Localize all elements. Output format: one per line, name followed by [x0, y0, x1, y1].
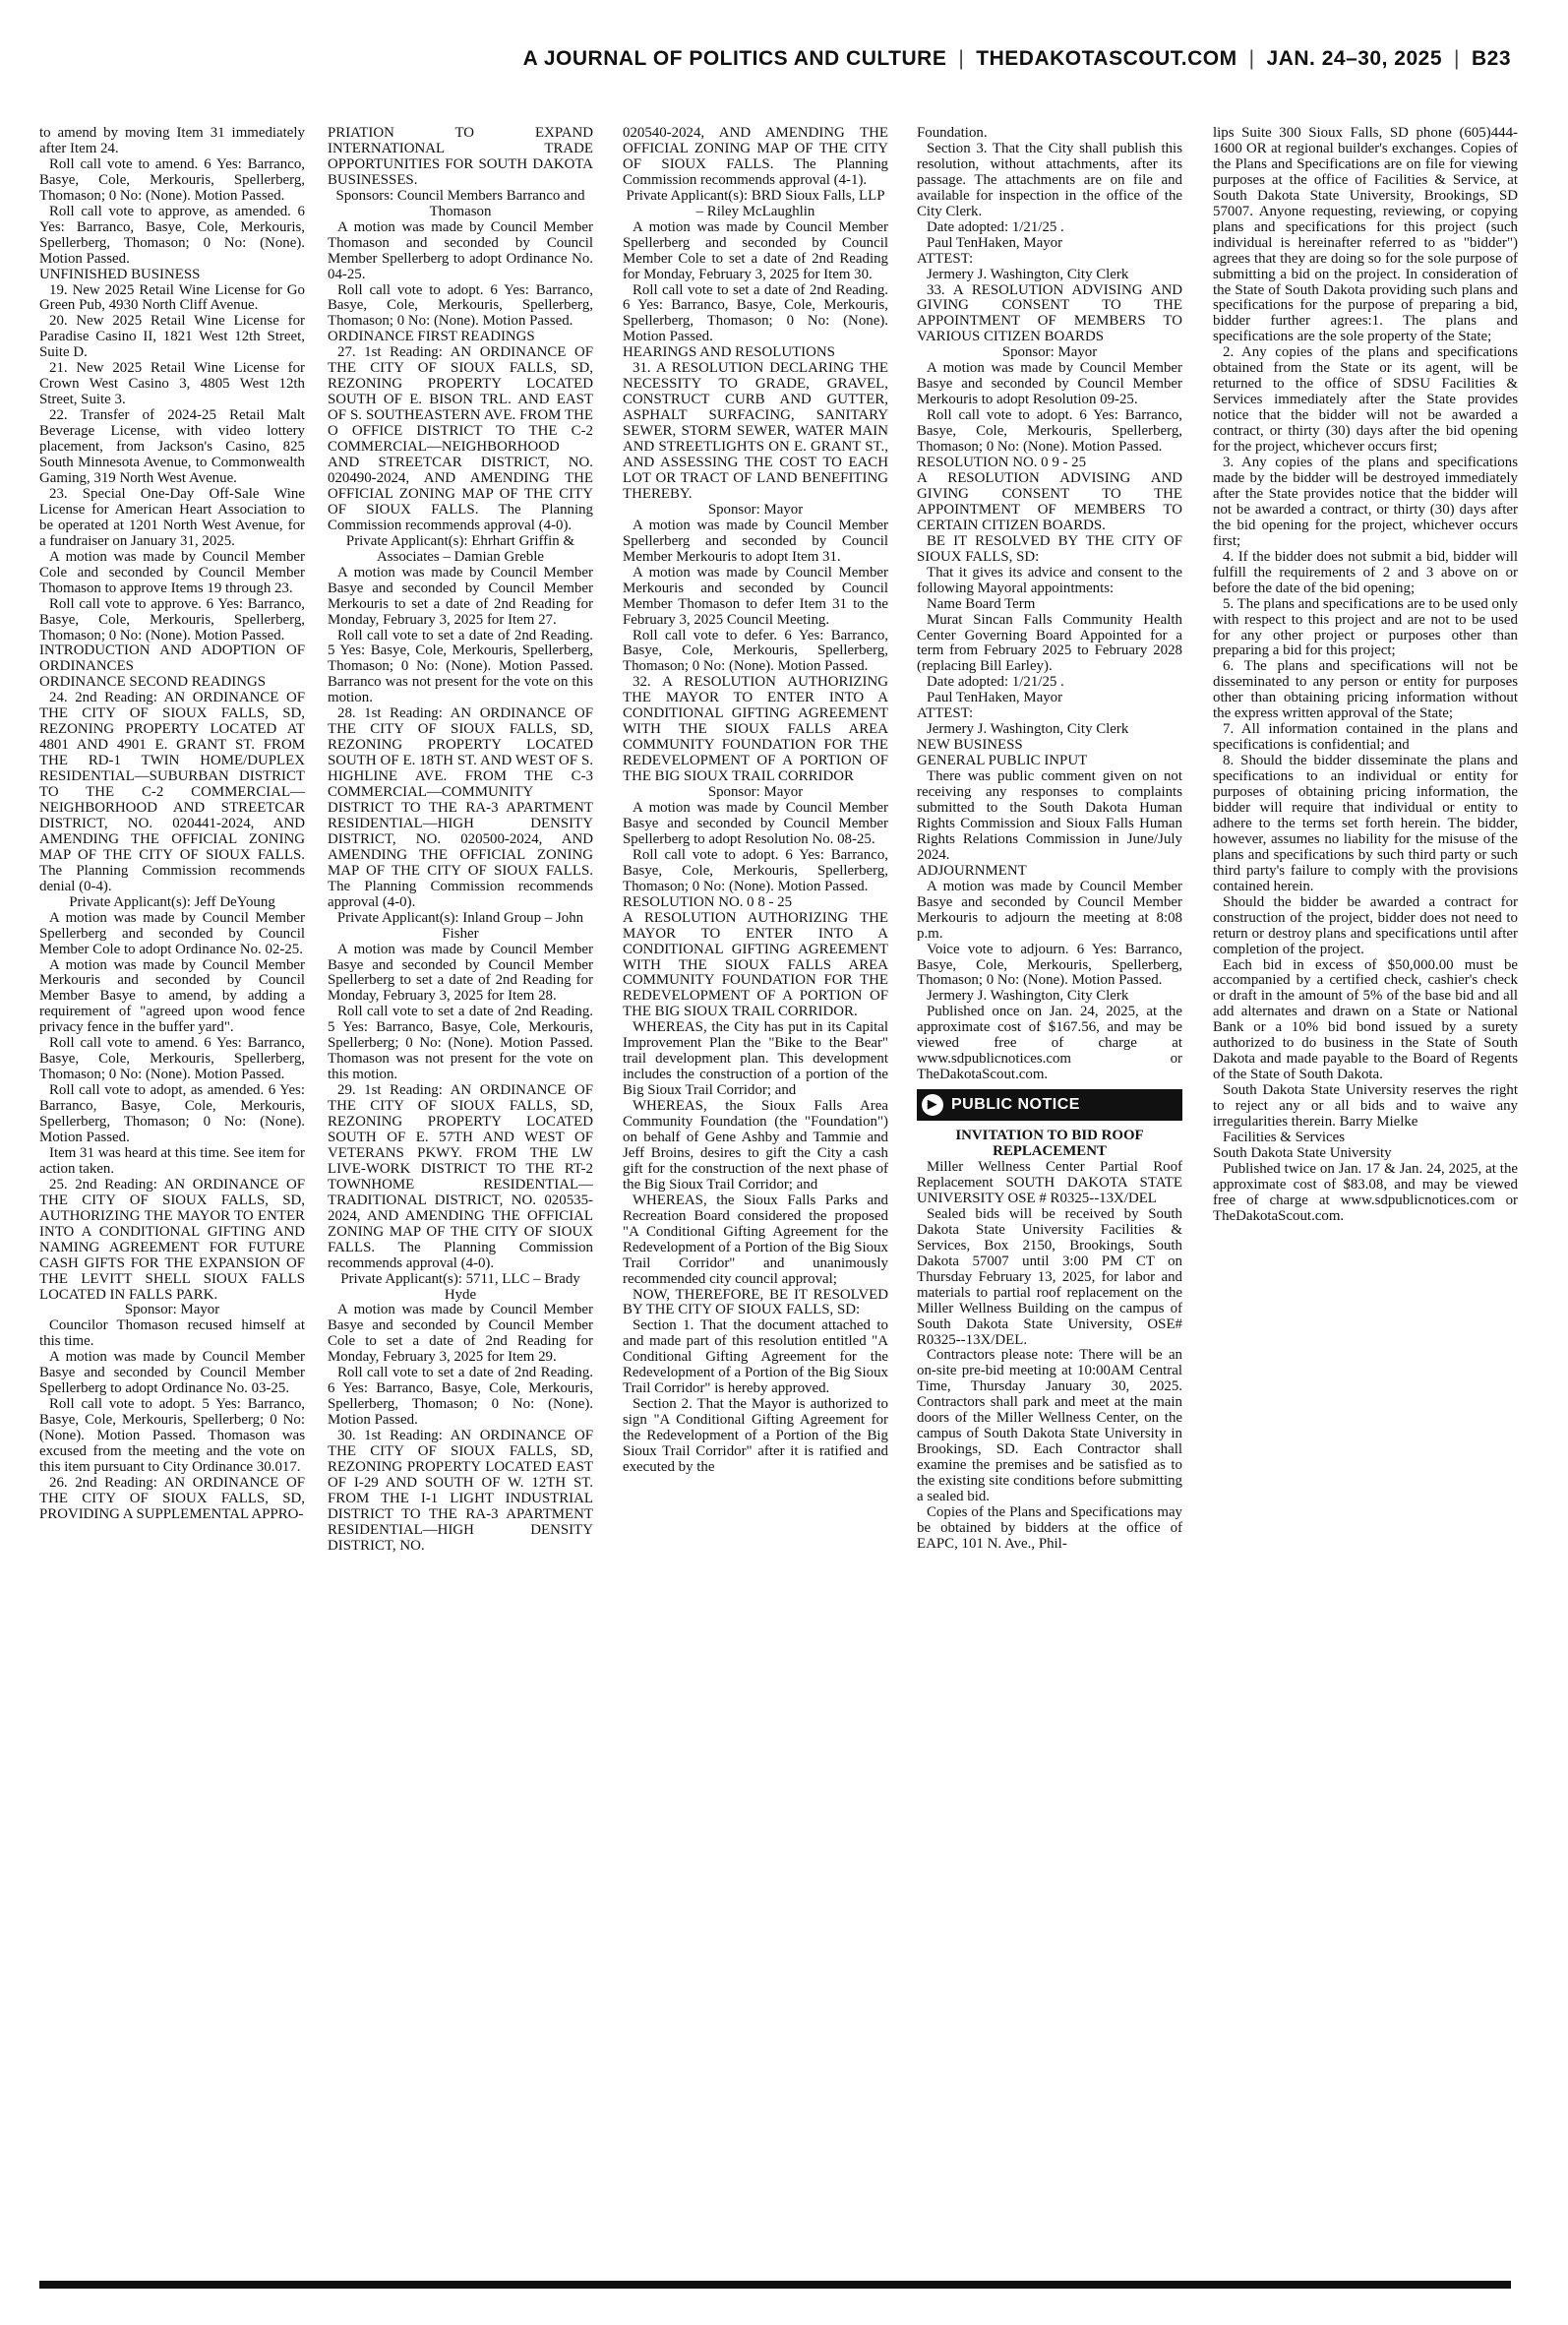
paragraph: Name Board Term	[927, 595, 1036, 612]
paragraph: Murat Sincan Falls Community Health Center Governing Board Appointed for a term from February 2025 to February 2028 (replacing Bill Earley).	[917, 611, 1182, 675]
text-column-4	[917, 126, 1182, 2269]
paragraph: Private Applicant(s): 5711, LLC – Brady Hyde	[340, 1270, 580, 1303]
paragraph: 26. 2nd Reading: AN ORDINANCE OF THE CITY OF SIOUX FALLS, SD, PROVIDING A SUPPLEMENTAL APPRO-	[39, 1474, 305, 1522]
paragraph: Jermery J. Washington, City Clerk	[927, 721, 1129, 738]
journal-tagline: A JOURNAL OF POLITICS AND CULTURE	[522, 47, 947, 70]
paragraph: A motion was made by Council Member Thomason and seconded by Council Member Spellerberg to adopt Ordinance No. 04-25.	[328, 218, 593, 282]
paragraph: 4. If the bidder does not submit a bid, bidder will fulfill the requirements of 2 and 3 above on or before the date of the bid opening;	[1213, 548, 1518, 596]
paragraph: 20. New 2025 Retail Wine License for Paradise Casino II, 1821 West 12th Street, Suite D.	[39, 313, 305, 361]
paragraph: Sealed bids will be received by South Dakota State University Facilities & Services, Box 2150, Brookings, South Dakota 57007 until 3:00 PM CT on Thursday February 13, 2025, for labor and materials to partial roof replacement on the Miller Wellness Building on the campus of South Dakota State University, OSE# R0325--13X/DEL.	[917, 1205, 1182, 1348]
paragraph: 2. Any copies of the plans and specifications obtained from the State or its agent, will be returned to the office of SDSU Facilities & Services immediately after the State provides notice that the bidder will not be awarded a contract, or thirty (30) days after the bid opening for the project, whichever occurs first;	[1213, 344, 1518, 456]
paragraph: UNFINISHED BUSINESS	[39, 266, 201, 282]
text-column-1	[39, 126, 305, 2269]
paragraph: 25. 2nd Reading: AN ORDINANCE OF THE CITY OF SIOUX FALLS, SD, AUTHORIZING THE MAYOR TO ENTER INTO A CONDITIONAL GIFTING AND NAMING AGREEMENT FOR FUTURE CASH GIFTS FOR THE EXPANSION OF THE LEVITT SHELL SIOUX FALLS LOCATED IN FALLS PARK.	[39, 1176, 305, 1303]
paragraph: Roll call vote to set a date of 2nd Reading. 5 Yes: Basye, Cole, Merkouris, Spellerberg, Thomason; 0 No: (None). Motion Passed. Barranco was not present for the vote on this motion.	[328, 627, 593, 706]
paragraph: Paul TenHaken, Mayor	[927, 690, 1063, 706]
paragraph: 27. 1st Reading: AN ORDINANCE OF THE CITY OF SIOUX FALLS, SD, REZONING PROPERTY LOCATED SOUTH OF E. BISON TRL. AND EAST OF S. SOUTHEASTERN AVE. FROM THE O OFFICE DISTRICT TO THE C-2 COMMERCIAL—NEIGHBORHOOD AND STREETCAR DISTRICT, NO. 020490-2024, AND AMENDING THE OFFICIAL ZONING MAP OF THE CITY OF SIOUX FALLS. The Planning Commission recommends approval (4-0).	[328, 344, 593, 533]
paragraph: 3. Any copies of the plans and specifications made by the bidder will be destroyed immediately after the State provides notice that the bidder will not be awarded a contract, or thirty (30) days after the bid opening for the project, whichever occurs first;	[1213, 455, 1518, 549]
paragraph: lips Suite 300 Sioux Falls, SD phone (605)444-1600 OR at regional builder's exchanges. Copies of the Plans and Specifications are on file for viewing purposes at the office of Facilities & Service, at South Dakota State University, Brookings, SD 57007. Anyone requesting, reviewing, or copying plans and specifications for this project (such individual is hereinafter referred to as "bidder") agrees that they are doing so for the sole purpose of submitting a bid on the project. In consideration of the State of South Dakota providing such plans and specifications for the purpose of preparing a bid, bidder further agrees:1. The plans and specifications are the sole property of the State;	[1213, 126, 1518, 345]
paragraph: Each bid in excess of $50,000.00 must be accompanied by a certified check, cashier's check or draft in the amount of 5% of the base bid and all add alternates and drawn on a State or National Bank or a 10% bid bond issued by a surety authorized to do business in the State of South Dakota and made payable to the Board of Regents of the State of South Dakota.	[1213, 956, 1518, 1083]
paragraph: Roll call vote to adopt. 6 Yes: Barranco, Basye, Cole, Merkouris, Spellerberg, Thomason; 0 No: (None). Motion Passed.	[917, 407, 1182, 456]
paragraph: A RESOLUTION ADVISING AND GIVING CONSENT TO THE APPOINTMENT OF MEMBERS TO CERTAIN CITIZEN BOARDS.	[917, 469, 1182, 533]
notice-megaphone-icon: ▶	[922, 1094, 943, 1116]
paragraph: A motion was made by Council Member Basye and seconded by Council Member Merkouris to adopt Resolution 09-25.	[917, 360, 1182, 408]
paragraph: 29. 1st Reading: AN ORDINANCE OF THE CITY OF SIOUX FALLS, SD, REZONING PROPERTY LOCATED SOUTH OF E. 57TH AND WEST OF VETERANS PKWY. FROM THE LW LIVE-WORK DISTRICT TO THE RT-2 TOWNHOME RESIDENTIAL—TRADITIONAL DISTRICT, NO. 020535-2024, AND AMENDING THE OFFICIAL ZONING MAP OF THE CITY OF SIOUX FALLS. The Planning Commission recommends approval (4-0).	[328, 1082, 593, 1271]
paragraph: There was public comment given on not receiving any responses to complaints submitted to the South Dakota Human Rights Commission and Sioux Falls Human Rights Relations Commission in June/July 2024.	[917, 768, 1182, 863]
paragraph: ORDINANCE FIRST READINGS	[328, 329, 535, 345]
paragraph: Foundation.	[917, 126, 988, 141]
paragraph: Sponsors: Council Members Barranco and Thomason	[335, 187, 585, 219]
paragraph: ATTEST:	[917, 705, 974, 722]
paragraph: A motion was made by Council Member Basye and seconded by Council Member Merkouris to adjourn the meeting at 8:08 p.m.	[917, 878, 1182, 942]
paragraph: to amend by moving Item 31 immediately after Item 24.	[39, 126, 305, 156]
paragraph: BE IT RESOLVED BY THE CITY OF SIOUX FALLS, SD:	[917, 532, 1182, 565]
text-column-5	[1213, 126, 1518, 2269]
paragraph: Should the bidder be awarded a contract for construction of the project, bidder does not need to return or destroy plans and specifications until after completion of the project.	[1213, 893, 1518, 957]
paragraph: Voice vote to adjourn. 6 Yes: Barranco, Basye, Cole, Merkouris, Spellerberg, Thomason; 0 No: (None). Motion Passed.	[917, 941, 1182, 989]
paragraph: RESOLUTION NO. 0 8 - 25	[623, 893, 793, 910]
paragraph: Private Applicant(s): Ehrhart Griffin & Associates – Damian Greble	[345, 532, 575, 565]
paragraph: Jermery J. Washington, City Clerk	[927, 266, 1129, 282]
paragraph: 8. Should the bidder disseminate the plans and specifications to an individual or entity for purposes of obtaining pricing information, the bidder will require that individual or entity to adhere to the terms set forth herein. The bidder, however, assumes no liability for the misuse of the plans and specifications by such third party or such third party's failure to comply with the provisions contained herein.	[1213, 753, 1518, 894]
paragraph: Roll call vote to approve, as amended. 6 Yes: Barranco, Basye, Cole, Merkouris, Spellerberg, Thomason; 0 No: (None). Motion Passed.	[39, 203, 305, 267]
paragraph: 30. 1st Reading: AN ORDINANCE OF THE CITY OF SIOUX FALLS, SD, REZONING PROPERTY LOCATED EAST OF I-29 AND SOUTH OF W. 12TH ST. FROM THE I-1 LIGHT INDUSTRIAL DISTRICT TO THE RA-3 APARTMENT RESIDENTIAL—HIGH DENSITY DISTRICT, NO.	[328, 1428, 593, 1554]
notice-heading: INVITATION TO BID ROOF REPLACEMENT	[955, 1128, 1144, 1160]
paragraph: Roll call vote to set a date of 2nd Reading. 6 Yes: Barranco, Basye, Cole, Merkouris, Spellerberg, Thomason; 0 No: (None). Motion Passed.	[623, 281, 888, 345]
paragraph: GENERAL PUBLIC INPUT	[917, 753, 1088, 769]
paragraph: Sponsor: Mayor	[707, 501, 804, 518]
paragraph: HEARINGS AND RESOLUTIONS	[623, 344, 835, 361]
paragraph: 24. 2nd Reading: AN ORDINANCE OF THE CITY OF SIOUX FALLS, SD, REZONING PROPERTY LOCATED AT 4801 AND 4901 E. GRANT ST. FROM THE RD-1 TWIN HOME/DUPLEX RESIDENTIAL—SUBURBAN DISTRICT TO THE C-2 COMMERCIAL—NEIGHBORHOOD AND STREETCAR DISTRICT, NO. 020441-2024, AND AMENDING THE OFFICIAL ZONING MAP OF THE CITY OF SIOUX FALLS. The Planning Commission recommends denial (0-4).	[39, 690, 305, 894]
header-separator: |	[1454, 47, 1460, 70]
paragraph: Section 1. That the document attached to and made part of this resolution entitled "A Conditional Gifting Agreement for the Redevelopment of a Portion of the Big Sioux Trail Corridor" is hereby approved.	[623, 1317, 888, 1397]
paragraph: Roll call vote to adopt. 6 Yes: Barranco, Basye, Cole, Merkouris, Spellerberg, Thomason; 0 No: (None). Motion Passed.	[623, 846, 888, 894]
paragraph: A motion was made by Council Member Cole and seconded by Council Member Thomason to approve Items 19 through 23.	[39, 548, 305, 596]
paragraph: Section 3. That the City shall publish this resolution, without attachments, after its passage. The attachments are on file and available for inspection in the office of the City Clerk.	[917, 140, 1182, 219]
paragraph: 7. All information contained in the plans and specifications is confidential; and	[1213, 721, 1518, 754]
paragraph: 28. 1st Reading: AN ORDINANCE OF THE CITY OF SIOUX FALLS, SD, REZONING PROPERTY LOCATED SOUTH OF E. 18TH ST. AND WEST OF S. HIGHLINE AVE. FROM THE C-3 COMMERCIAL—COMMUNITY DISTRICT TO THE RA-3 APARTMENT RESIDENTIAL—HIGH DENSITY DISTRICT, NO. 020500-2024, AND AMENDING THE OFFICIAL ZONING MAP OF THE CITY OF SIOUX FALLS. The Planning Commission recommends approval (4-0).	[328, 705, 593, 910]
paragraph: Roll call vote to approve. 6 Yes: Barranco, Basye, Cole, Merkouris, Spellerberg, Thomason; 0 No: (None). Motion Passed.	[39, 595, 305, 643]
paragraph: 19. New 2025 Retail Wine License for Go Green Pub, 4930 North Cliff Avenue.	[39, 281, 305, 314]
bottom-rule	[39, 2281, 1511, 2289]
paragraph: Roll call vote to adopt. 6 Yes: Barranco, Basye, Cole, Merkouris, Spellerberg, Thomason; 0 No: (None). Motion Passed.	[328, 281, 593, 330]
paragraph: Facilities & Services	[1223, 1130, 1346, 1145]
paragraph: Sponsor: Mayor	[707, 784, 804, 801]
paragraph: Councilor Thomason recused himself at this time.	[39, 1317, 305, 1350]
paragraph: South Dakota State University reserves the right to reject any or all bids and to waive any irregularities therein. Barry Mielke	[1213, 1082, 1518, 1131]
paragraph: A motion was made by Council Member Basye and seconded by Council Member Spellerberg to adopt Resolution No. 08-25.	[623, 799, 888, 847]
paragraph: PRIATION TO EXPAND INTERNATIONAL TRADE OPPORTUNITIES FOR SOUTH DAKOTA BUSINESSES.	[328, 126, 593, 188]
paragraph: RESOLUTION NO. 0 9 - 25	[917, 455, 1087, 471]
issue-date: JAN. 24–30, 2025	[1266, 47, 1442, 70]
paragraph: 020540-2024, AND AMENDING THE OFFICIAL ZONING MAP OF THE CITY OF SIOUX FALLS. The Planning Commission recommends approval (4-1).	[623, 126, 888, 188]
paragraph: Private Applicant(s): Jeff DeYoung	[69, 893, 275, 910]
paragraph: Sponsor: Mayor	[1001, 344, 1098, 361]
paragraph: 6. The plans and specifications will not be disseminated to any person or entity for purposes other than obtaining pricing information without the express written approval of the State;	[1213, 658, 1518, 722]
paragraph: 23. Special One-Day Off-Sale Wine License for American Heart Association to be operated at 1201 North West Avenue, for a fundraiser on January 31, 2025.	[39, 485, 305, 549]
paragraph: Published once on Jan. 24, 2025, at the approximate cost of $167.56, and may be viewed free of charge at www.sdpublicnotices.com or TheDakotaScout.com.	[917, 1004, 1182, 1083]
paragraph: NEW BUSINESS	[917, 737, 1023, 754]
paragraph: A motion was made by Council Member Merkouris and seconded by Council Member Basye to amend, by adding a requirement of "agreed upon wood fence privacy fence in the buffer yard".	[39, 956, 305, 1036]
paragraph: A motion was made by Council Member Basye and seconded by Council Member Cole to set a date of 2nd Reading for Monday, February 3, 2025 for Item 29.	[328, 1302, 593, 1366]
paragraph: Paul TenHaken, Mayor	[927, 234, 1063, 251]
paragraph: Contractors please note: There will be an on-site pre-bid meeting at 10:00AM Central Time, Thursday January 30, 2025. Contractors shall park and meet at the main doors of the Miller Wellness Center, on the campus of South Dakota State University in Brookings, SD. Each Contractor shall examine the premises and be satisfied as to the existing site conditions before submitting a sealed bid.	[917, 1347, 1182, 1505]
paragraph: 33. A RESOLUTION ADVISING AND GIVING CONSENT TO THE APPOINTMENT OF MEMBERS TO VARIOUS CITIZEN BOARDS	[917, 281, 1182, 345]
paragraph: Section 2. That the Mayor is authorized to sign "A Conditional Gifting Agreement for the Redevelopment of a Portion of the Big Sioux Trail Corridor" after it is ratified and executed by the	[623, 1396, 888, 1476]
paragraph: A RESOLUTION AUTHORIZING THE MAYOR TO ENTER INTO A CONDITIONAL GIFTING AGREEMENT WITH THE SIOUX FALLS AREA COMMUNITY FOUNDATION FOR THE REDEVELOPMENT OF A PORTION OF THE BIG SIOUX TRAIL CORRIDOR.	[623, 909, 888, 1020]
paragraph: A motion was made by Council Member Basye and seconded by Council Member Spellerberg to adopt Ordinance No. 03-25.	[39, 1349, 305, 1397]
paragraph: Item 31 was heard at this time. See item for action taken.	[39, 1144, 305, 1177]
paragraph: NOW, THEREFORE, BE IT RESOLVED BY THE CITY OF SIOUX FALLS, SD:	[623, 1286, 888, 1318]
paragraph: ORDINANCE SECOND READINGS	[39, 674, 266, 691]
paragraph: A motion was made by Council Member Basye and seconded by Council Member Spellerberg to set a date of 2nd Reading for Monday, February 3, 2025 for Item 28.	[328, 941, 593, 1005]
paragraph: Published twice on Jan. 17 & Jan. 24, 2025, at the approximate cost of $83.08, and may be viewed free of charge at www.sdpublicnotices.com or TheDakotaScout.com.	[1213, 1160, 1518, 1224]
paragraph: Roll call vote to adopt, as amended. 6 Yes: Barranco, Basye, Cole, Merkouris, Spellerberg, Thomason; 0 No: (None). Motion Passed.	[39, 1082, 305, 1145]
paragraph: Jermery J. Washington, City Clerk	[927, 988, 1129, 1005]
paragraph: Roll call vote to amend. 6 Yes: Barranco, Basye, Cole, Merkouris, Spellerberg, Thomason; 0 No: (None). Motion Passed.	[39, 155, 305, 204]
public-notice-banner	[917, 1089, 1182, 1121]
paragraph: A motion was made by Council Member Spellerberg and seconded by Council Member Merkouris to adopt Item 31.	[623, 517, 888, 565]
paragraph: ADJOURNMENT	[917, 862, 1027, 879]
paragraph: 31. A RESOLUTION DECLARING THE NECESSITY TO GRADE, GRAVEL, CONSTRUCT CURB AND GUTTER, ASPHALT SURFACING, SANITARY SEWER, STORM SEWER, WATER MAIN AND STREETLIGHTS ON E. GRANT ST., AND ASSESSING THE COST TO EACH LOT OR TRACT OF LAND BENEFITING THEREBY.	[623, 360, 888, 502]
paragraph: ATTEST:	[917, 250, 974, 267]
site-name: THEDAKOTASCOUT.COM	[976, 47, 1237, 70]
paragraph: 21. New 2025 Retail Wine License for Crown West Casino 3, 4805 West 12th Street, Suite 3.	[39, 360, 305, 408]
paragraph: WHEREAS, the Sioux Falls Area Community Foundation (the "Foundation") on behalf of Gene Ashby and Tammie and Jeff Broins, desires to gift the City a cash gift for the construction of the next phase of the Big Sioux Trail Corridor; and	[623, 1098, 888, 1193]
paragraph: Copies of the Plans and Specifications may be obtained by bidders at the office of EAPC, 101 N. Ave., Phil-	[917, 1504, 1182, 1552]
page-header	[39, 47, 1511, 81]
paragraph: WHEREAS, the City has put in its Capital Improvement Plan the "Bike to the Bear" trail development plan. This development includes the construction of a portion of the Big Sioux Trail Corridor; and	[623, 1019, 888, 1099]
paragraph: A motion was made by Council Member Merkouris and seconded by Council Member Thomason to defer Item 31 to the February 3, 2025 Council Meeting.	[623, 564, 888, 628]
paragraph: WHEREAS, the Sioux Falls Parks and Recreation Board considered the proposed "A Conditional Gifting Agreement for the Redevelopment of a Portion of the Big Sioux Trail Corridor" and unanimously recommended city council approval;	[623, 1192, 888, 1287]
paragraph: A motion was made by Council Member Spellerberg and seconded by Council Member Cole to adopt Ordinance No. 02-25.	[39, 909, 305, 957]
paragraph: Roll call vote to defer. 6 Yes: Barranco, Basye, Cole, Merkouris, Spellerberg, Thomason; 0 No: (None). Motion Passed.	[623, 627, 888, 675]
text-column-2	[328, 126, 593, 2269]
paragraph: 22. Transfer of 2024-25 Retail Malt Beverage License, with video lottery placement, from Jackson's Casino, 825 South Minnesota Avenue, to Commonwealth Gaming, 319 North West Avenue.	[39, 407, 305, 486]
text-column-3	[623, 126, 888, 2269]
paragraph: A motion was made by Council Member Basye and seconded by Council Member Merkouris to set a date of 2nd Reading for Monday, February 3, 2025 for Item 27.	[328, 564, 593, 628]
paragraph: Sponsor: Mayor	[124, 1302, 220, 1318]
paragraph: 32. A RESOLUTION AUTHORIZING THE MAYOR TO ENTER INTO A CONDITIONAL GIFTING AGREEMENT WITH THE SIOUX FALLS AREA COMMUNITY FOUNDATION FOR THE REDEVELOPMENT OF A PORTION OF THE BIG SIOUX TRAIL CORRIDOR	[623, 674, 888, 785]
page-number: B23	[1471, 47, 1511, 70]
paragraph: Private Applicant(s): Inland Group – John Fisher	[336, 909, 584, 942]
paragraph: Private Applicant(s): BRD Sioux Falls, LLP – Riley McLaughlin	[626, 187, 885, 219]
paragraph: South Dakota State University	[1213, 1144, 1392, 1161]
paragraph: That it gives its advice and consent to the following Mayoral appointments:	[917, 564, 1182, 596]
public-notice-label: PUBLIC NOTICE	[951, 1096, 1080, 1114]
paragraph: 5. The plans and specifications are to be used only with respect to this project and are not to be used for any other project or purposes other than preparing a bid for this project;	[1213, 595, 1518, 659]
paragraph: Miller Wellness Center Partial Roof Replacement SOUTH DAKOTA STATE UNIVERSITY OSE # R0325--13X/DEL	[917, 1159, 1182, 1206]
paragraph: Date adopted: 1/21/25 .	[927, 674, 1064, 691]
paragraph: Roll call vote to set a date of 2nd Reading. 6 Yes: Barranco, Basye, Cole, Merkouris, Spellerberg, Thomason; 0 No: (None). Motion Passed.	[328, 1365, 593, 1429]
paragraph: Roll call vote to amend. 6 Yes: Barranco, Basye, Cole, Merkouris, Spellerberg, Thomason; 0 No: (None). Motion Passed.	[39, 1035, 305, 1083]
header-separator: |	[958, 47, 965, 70]
header-separator: |	[1248, 47, 1255, 70]
paragraph: A motion was made by Council Member Spellerberg and seconded by Council Member Cole to set a date of 2nd Reading for Monday, February 3, 2025 for Item 30.	[623, 218, 888, 282]
paragraph: Roll call vote to adopt. 5 Yes: Barranco, Basye, Cole, Merkouris, Spellerberg; 0 No: (None). Motion Passed. Thomason was excused from the meeting and the vote on this item pursuant to City Ordinance 30.017.	[39, 1396, 305, 1476]
paragraph: Roll call vote to set a date of 2nd Reading. 5 Yes: Barranco, Basye, Cole, Merkouris, Spellerberg; 0 No: (None). Motion Passed. Thomason was not present for the vote on this motion.	[328, 1004, 593, 1083]
paragraph: Date adopted: 1/21/25 .	[927, 218, 1064, 235]
paragraph: INTRODUCTION AND ADOPTION OF ORDINANCES	[39, 642, 305, 675]
